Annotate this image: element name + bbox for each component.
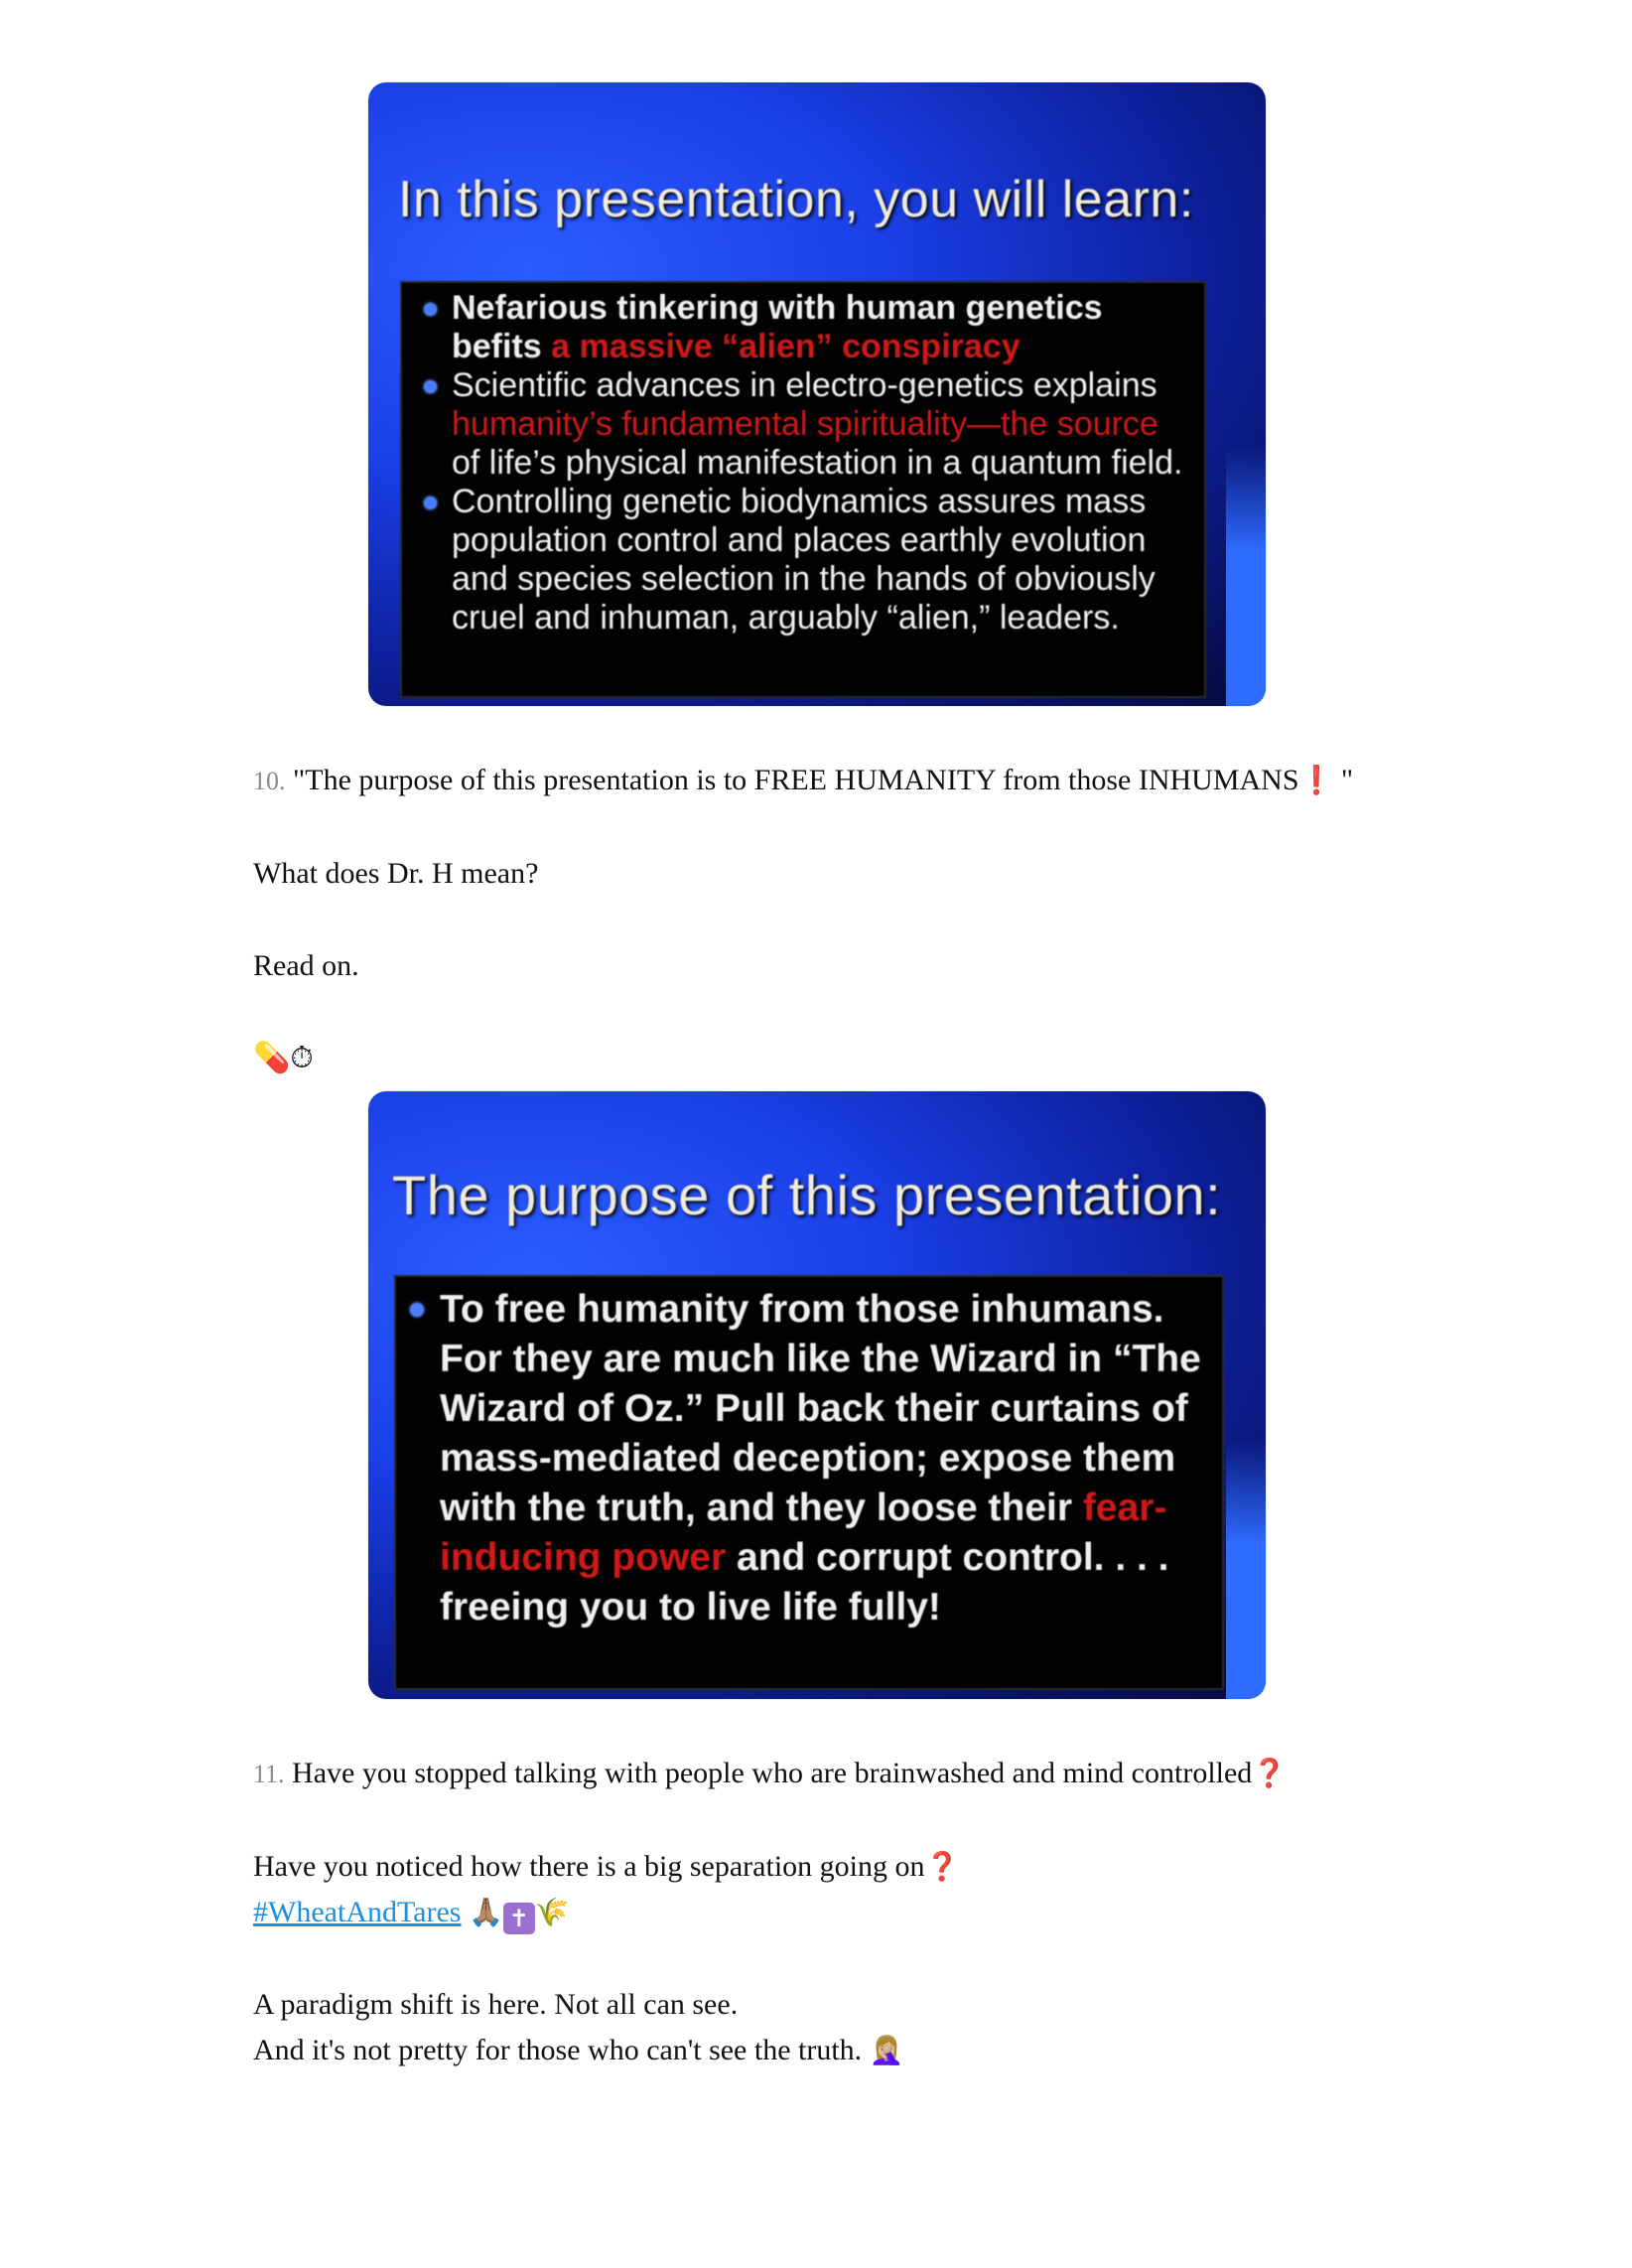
slide-bullet	[404, 1285, 1210, 1632]
list-number: 11.	[253, 1760, 285, 1788]
red-exclamation-icon: ❗	[1298, 764, 1334, 796]
pill-timer-icons: 💊⏱	[253, 1041, 314, 1075]
separation-paragraph	[253, 1844, 1379, 1935]
item-11-text: Have you stopped talking with people who are brainwashed and mind controlled	[292, 1757, 1253, 1789]
praying-hands-icon: 🙏🏽	[468, 1896, 503, 1928]
slide-bullet	[416, 289, 1190, 366]
bullet-highlight: humanity’s fundamental spirituality—the source	[452, 405, 1158, 443]
paradigm-text: A paradigm shift is here. Not all can see.	[253, 1988, 739, 2021]
presentation-slide-image-2[interactable]	[368, 1091, 1266, 1699]
list-number: 10.	[253, 767, 286, 795]
bullet-text: Nefarious tinkering with human genetics befits	[452, 289, 1103, 365]
slide-bullet	[416, 366, 1190, 483]
quote-end: "	[1340, 764, 1354, 796]
slide-glow-decoration	[1226, 1441, 1266, 1699]
item-10-paragraph	[253, 758, 1379, 804]
presentation-slide-image-1[interactable]	[368, 82, 1266, 706]
bullet-dot-icon	[424, 380, 437, 393]
wheat-icon: 🌾	[534, 1896, 570, 1928]
bullet-text-after: of life’s physical manifestation in a quantum field.	[452, 444, 1183, 482]
bullet-highlight: a massive “alien” conspiracy	[551, 328, 1020, 365]
slide-bullet	[416, 483, 1190, 638]
slide-bullet-box	[394, 1275, 1224, 1690]
bullet-dot-icon	[424, 303, 437, 316]
slide-bullet-box	[400, 281, 1206, 698]
slide-glow-decoration	[1226, 448, 1266, 706]
bullet-text: To free humanity from those inhumans. For they are much like the Wizard in “The Wizard of Oz.” Pull back their curtains of mass-mediated deception; expose them with the truth, and they loose their	[440, 1288, 1201, 1529]
slide-title: In this presentation, you will learn:	[398, 171, 1194, 228]
bullet-text-after: and corrupt control. . . . freeing you to live life fully!	[440, 1536, 1169, 1629]
facepalm-icon: 🤦🏼‍♀️	[869, 2034, 904, 2066]
read-on-paragraph: Read on.	[253, 949, 359, 982]
latin-cross-icon: ✝	[503, 1903, 535, 1934]
bullet-dot-icon	[410, 1303, 424, 1317]
item-10-quote: "The purpose of this presentation is to FREE HUMANITY from those INHUMANS	[293, 764, 1299, 796]
bullet-highlight: fear-inducing power	[440, 1487, 1167, 1579]
bullet-text: Controlling genetic biodynamics assures mass population control and places earthly evolution and species selection in the hands of obviously cruel and inhuman, arguably “alien,” leaders.	[452, 483, 1156, 637]
slide-title: The purpose of this presentation:	[392, 1164, 1222, 1226]
item-11-paragraph	[253, 1751, 1379, 1797]
bullet-text: Scientific advances in electro-genetics explains	[452, 366, 1157, 404]
question-paragraph: What does Dr. H mean?	[253, 857, 539, 890]
truth-text: And it's not pretty for those who can't see the truth.	[253, 2034, 863, 2066]
bullet-dot-icon	[424, 496, 437, 509]
red-question-icon: ❓	[1252, 1757, 1288, 1789]
paradigm-paragraph	[253, 1982, 1379, 2073]
red-question-icon: ❓	[924, 1850, 960, 1883]
wheat-and-tares-hashtag-link[interactable]: #WheatAndTares	[253, 1896, 462, 1928]
separation-text: Have you noticed how there is a big separation going on	[253, 1850, 925, 1883]
post-body	[253, 0, 1379, 2073]
